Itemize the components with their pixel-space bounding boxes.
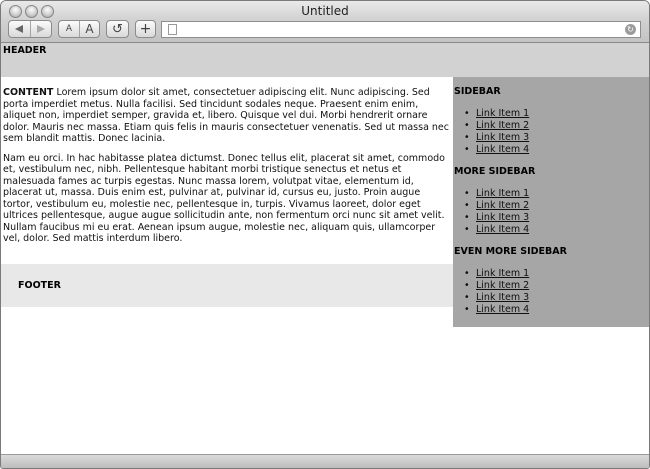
sidebar-link[interactable]: Link Item 2	[476, 280, 530, 291]
sidebar-heading: SIDEBAR	[454, 86, 501, 97]
page-header	[1, 43, 649, 77]
reload-button[interactable]: ↺	[106, 20, 129, 38]
sidebar-list-1	[476, 108, 529, 156]
list-item	[476, 224, 529, 236]
content-paragraph-1	[3, 87, 451, 145]
header-label: HEADER	[3, 45, 47, 56]
text-size-group	[58, 20, 100, 38]
list-item	[476, 280, 529, 292]
add-bookmark-button[interactable]: +	[135, 20, 156, 38]
address-bar[interactable]	[161, 21, 641, 38]
page-footer	[1, 264, 453, 307]
list-item	[476, 132, 529, 144]
list-item	[476, 120, 529, 132]
back-button[interactable]	[9, 21, 31, 37]
sidebar-list-2	[476, 188, 529, 236]
sidebar-link[interactable]: Link Item 4	[476, 144, 530, 155]
url-reload-icon[interactable]: ↻	[625, 24, 636, 35]
list-item	[476, 108, 529, 120]
sidebar-link[interactable]: Link Item 3	[476, 212, 530, 223]
list-item	[476, 188, 529, 200]
sidebar-link[interactable]: Link Item 3	[476, 292, 530, 303]
back-forward-group	[8, 20, 52, 38]
list-item	[476, 268, 529, 280]
list-item	[476, 212, 529, 224]
sidebar-link[interactable]: Link Item 3	[476, 132, 530, 143]
sidebar	[453, 77, 649, 327]
back-arrow-icon	[15, 25, 24, 33]
content-paragraph-2: Nam eu orci. In hac habitasse platea dictumst. Donec tellus elit, placerat sit amet, commodo et, vestibulum nec, nibh. Pellentesque habitant morbi tristique senectus et netus et malesuada fames ac turpis egestas. Nunc massa lorem, volutpat vitae, elementum id, placerat ut, massa. Duis enim est, pulvinar at, pulvinar id, cursus eu, justo. Proin augue tortor, vestibulum eu, molestie nec, pellentesque in, turpis. Vivamus laoreet, dolor eget ultrices pellentesque, augue augue sollicitudin ante, non fermentum orci nunc sit amet velit. Nullam faucibus mi eu erat. Aenean ipsum augue, molestie nec, aliquam quis, ullamcorper vel, dolor. Sed mattis interdum libero.	[3, 152, 445, 244]
sidebar-link[interactable]: Link Item 2	[476, 200, 530, 211]
list-item	[476, 200, 529, 212]
list-item	[476, 304, 529, 316]
footer-label: FOOTER	[18, 280, 61, 291]
text-smaller-button[interactable]: A	[59, 21, 80, 37]
content-label: CONTENT	[3, 87, 54, 98]
sidebar-link[interactable]: Link Item 1	[476, 268, 530, 279]
content-area	[3, 87, 451, 253]
page-icon	[168, 24, 177, 35]
title-bar	[1, 1, 649, 43]
text-bigger-button[interactable]: A	[85, 22, 94, 36]
sidebar-link[interactable]: Link Item 4	[476, 304, 530, 315]
list-item	[476, 144, 529, 156]
paragraph-1-text: Lorem ipsum dolor sit amet, consectetuer adipiscing elit. Nunc adipiscing. Sed porta imperdiet metus. Nulla facilisi. Sed tincidunt sodales neque. Praesent enim enim, aliquet non, imperdiet semper, gravida et, libero. Quisque vel dui. Morbi hendrerit ornare dolor. Mauris nec massa. Etiam quis felis in mauris consectetuer venenatis. Sed ut massa nec sem blandit mattis. Donec lacinia.	[3, 87, 449, 144]
sidebar-link[interactable]: Link Item 2	[476, 120, 530, 131]
sidebar-link[interactable]: Link Item 4	[476, 224, 530, 235]
forward-arrow-icon	[36, 25, 45, 33]
sidebar-link[interactable]: Link Item 1	[476, 188, 530, 199]
status-bar	[1, 454, 649, 468]
window-title: Untitled	[301, 4, 349, 18]
more-sidebar-heading: MORE SIDEBAR	[454, 166, 536, 177]
page-viewport	[1, 43, 649, 455]
even-more-sidebar-heading: EVEN MORE SIDEBAR	[454, 246, 567, 257]
list-item	[476, 292, 529, 304]
sidebar-list-3	[476, 268, 529, 316]
forward-button[interactable]	[31, 21, 51, 37]
sidebar-link[interactable]: Link Item 1	[476, 108, 530, 119]
